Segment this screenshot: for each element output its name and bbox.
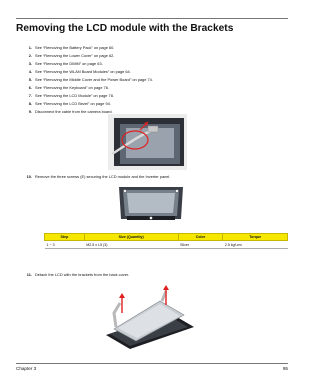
column-header-color: Color bbox=[178, 234, 223, 241]
step-number: 9. bbox=[28, 109, 32, 114]
step-text: See “Removing the LCD Bezel” on page 94. bbox=[35, 101, 111, 106]
step-item bbox=[24, 109, 113, 114]
lcd-screws-photo bbox=[115, 183, 187, 225]
cell-step: 1 ~ 3 bbox=[45, 241, 85, 248]
step-text: Detach the LCD with the brackets from the back cover. bbox=[35, 272, 130, 277]
step-text: Remove the three screws (E) securing the LCD module and the Inverter panel. bbox=[35, 174, 171, 179]
cell-color: Silver bbox=[178, 241, 223, 248]
step-item bbox=[24, 61, 103, 66]
step-number: 1. bbox=[28, 45, 32, 50]
step-item bbox=[24, 77, 153, 82]
step-number: 8. bbox=[28, 101, 32, 106]
step-item bbox=[24, 69, 131, 74]
column-header-size: Size (Quantity) bbox=[84, 234, 178, 241]
step-number: 5. bbox=[28, 77, 32, 82]
header-rule bbox=[16, 18, 288, 19]
step-text: Disconnect the cable from the camera board. bbox=[35, 109, 113, 114]
table-row bbox=[45, 241, 288, 248]
step-item bbox=[24, 272, 129, 277]
step-text: See “Removing the Battery Pack” on page 60. bbox=[35, 45, 115, 50]
step-text: See “Removing the Keyboard” on page 76. bbox=[35, 85, 109, 90]
detach-lcd-photo bbox=[100, 283, 197, 352]
step-text: See “Removing the DIMM” on page 63. bbox=[35, 61, 103, 66]
step-item bbox=[24, 101, 111, 106]
camera-cable-photo bbox=[108, 114, 187, 170]
step-text: See “Removing the Middle Cover and the Power Board” on page 74. bbox=[35, 77, 153, 82]
cell-torque: 2.5 kgf-cm bbox=[223, 241, 288, 248]
section-title: Removing the LCD module with the Brackets bbox=[16, 23, 234, 34]
step-text: See “Removing the LCD Module” on page 78. bbox=[35, 93, 114, 98]
step-number: 7. bbox=[28, 93, 32, 98]
footer-page-number: 95 bbox=[282, 366, 288, 371]
camera-cable-illustration bbox=[108, 114, 187, 170]
step-item bbox=[24, 174, 170, 179]
cell-size: M2.5 x L5 (3) bbox=[84, 241, 178, 248]
step-number: 3. bbox=[28, 61, 32, 66]
step-item bbox=[24, 53, 114, 58]
footer-rule bbox=[16, 363, 288, 364]
step-number: 10. bbox=[26, 174, 32, 179]
step-text: See “Removing the WLAN Board Modules” on page 64. bbox=[35, 69, 131, 74]
column-header-step: Step bbox=[45, 234, 85, 241]
step-number: 11. bbox=[26, 272, 32, 277]
step-text: See “Removing the Lower Cover” on page 62. bbox=[35, 53, 115, 58]
step-number: 2. bbox=[28, 53, 32, 58]
table-header-row bbox=[45, 234, 288, 241]
detach-lcd-illustration bbox=[100, 283, 197, 352]
footer-chapter: Chapter 3 bbox=[16, 366, 37, 371]
column-header-torque: Torque bbox=[223, 234, 288, 241]
lcd-screws-illustration bbox=[115, 183, 187, 225]
step-number: 6. bbox=[28, 85, 32, 90]
step-item bbox=[24, 85, 109, 90]
step-number: 4. bbox=[28, 69, 32, 74]
step-item bbox=[24, 45, 114, 50]
step-item bbox=[24, 93, 114, 98]
screw-spec-table bbox=[44, 233, 288, 249]
